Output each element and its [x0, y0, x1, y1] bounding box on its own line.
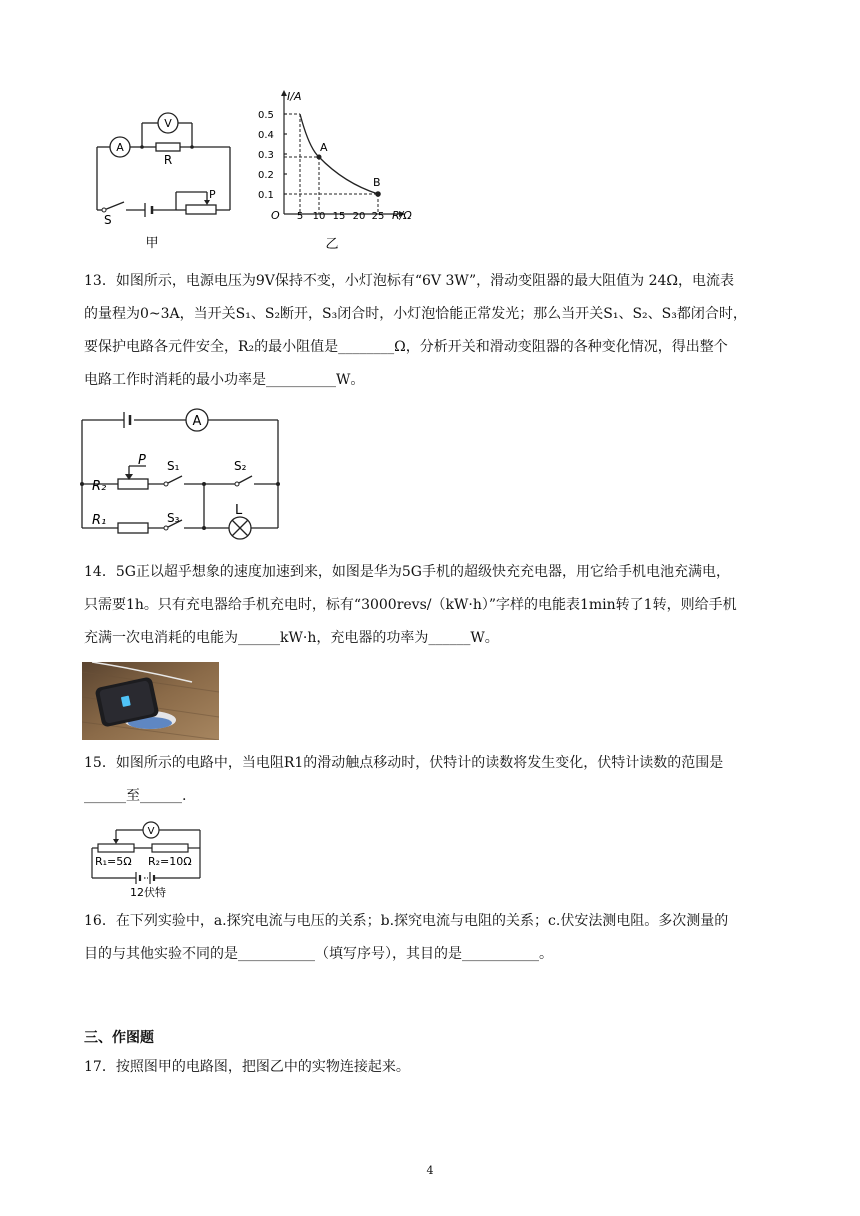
- x-tick-2: 15: [332, 211, 346, 222]
- slider-label: P: [209, 188, 216, 201]
- question-16: [84, 905, 784, 971]
- ammeter-label: A: [116, 141, 124, 154]
- q14-line-1: 14．5G正以超乎想象的速度加速到来，如图是华为5G手机的超级快充充电器，用它给手机电池充满电，: [84, 564, 730, 580]
- q13-r1-label: R₁: [92, 513, 107, 528]
- y-tick-0: 0.5: [258, 110, 274, 121]
- current-resistance-curve: [300, 114, 378, 194]
- q15-r1-label: R₁=5Ω: [95, 855, 132, 868]
- q15-line-1: 15．如图所示的电路中，当电阻R1的滑动触点移动时，伏特计的读数将发生变化，伏特计读数的范围是: [84, 755, 724, 771]
- q17-line-1: 17．按照图甲的电路图，把图乙中的实物连接起来。: [84, 1059, 410, 1075]
- q13-s2-label: S₂: [234, 459, 247, 473]
- figure-yi-caption: 乙: [325, 237, 339, 252]
- y-tick-2: 0.3: [258, 150, 274, 161]
- q15-voltmeter-label: V: [147, 826, 155, 837]
- figure-15-circuit: [88, 820, 218, 900]
- figure-12-circuit-jia: [90, 100, 240, 255]
- question-17: [84, 1051, 784, 1084]
- switch-label: S: [104, 213, 112, 227]
- figure-13-circuit: [72, 402, 292, 544]
- x-tick-3: 20: [352, 211, 366, 222]
- x-tick-1: 10: [312, 211, 326, 222]
- q15-battery-label: 12伏特: [130, 886, 166, 899]
- q13-r2-label: R₂: [92, 479, 107, 494]
- q16-line-2: 目的与其他实验不同的是___________（填写序号），其目的是___________。: [84, 946, 553, 962]
- phone-charging-photo: [82, 662, 219, 740]
- section-3-title: 三、作图题: [84, 1030, 154, 1046]
- y-tick-1: 0.4: [258, 130, 274, 141]
- q13-s1-label: S₁: [167, 459, 180, 473]
- q13-lamp-label: L: [235, 503, 243, 518]
- figure-12-graph-yi: [254, 88, 419, 253]
- point-a-label: A: [320, 141, 328, 154]
- q13-line-2: 的量程为0~3A，当开关S₁、S₂断开，S₃闭合时，小灯泡恰能正常发光；那么当开关S₁、S₂、S₃都闭合时，: [84, 306, 747, 322]
- question-14: [84, 556, 784, 655]
- q13-line-4: 电路工作时消耗的最小功率是__________W。: [84, 372, 365, 388]
- q15-r2-label: R₂=10Ω: [148, 855, 192, 868]
- resistor-label: R: [163, 153, 173, 167]
- q14-line-3: 充满一次电消耗的电能为______kW·h，充电器的功率为______W。: [84, 630, 499, 646]
- point-b-label: B: [373, 176, 381, 189]
- q13-slider-label: P: [138, 453, 146, 468]
- q13-ammeter-label: A: [192, 414, 202, 429]
- x-axis-label: R/Ω: [392, 209, 412, 222]
- origin-label: O: [271, 209, 280, 222]
- question-15: [84, 747, 784, 813]
- y-tick-3: 0.2: [258, 170, 274, 181]
- figure-jia-caption: 甲: [145, 236, 159, 251]
- q15-line-2: ______至______.: [84, 788, 187, 804]
- q14-line-2: 只需要1h。只有充电器给手机充电时，标有“3000revs/（kW·h）”字样的电能表1min转了1转，则给手机: [84, 597, 737, 613]
- q13-line-3: 要保护电路各元件安全，R₂的最小阻值是________Ω，分析开关和滑动变阻器的各种变化情况，得出整个: [84, 339, 728, 355]
- q13-line-1: 13．如图所示，电源电压为9V保持不变，小灯泡标有“6V 3W”，滑动变阻器的最大阻值为 24Ω，电流表: [84, 273, 735, 289]
- q16-line-1: 16．在下列实验中，a.探究电流与电压的关系；b.探究电流与电阻的关系；c.伏安法测电阻。多次测量的: [84, 913, 729, 929]
- x-tick-0: 5: [296, 211, 304, 222]
- page-number: 4: [426, 1164, 434, 1177]
- q13-s3-label: S₃: [167, 511, 180, 525]
- y-axis-label: I/A: [287, 90, 302, 103]
- voltmeter-label: V: [164, 117, 172, 130]
- y-tick-4: 0.1: [258, 190, 274, 201]
- x-tick-4: 25: [371, 211, 385, 222]
- question-13: [84, 265, 784, 397]
